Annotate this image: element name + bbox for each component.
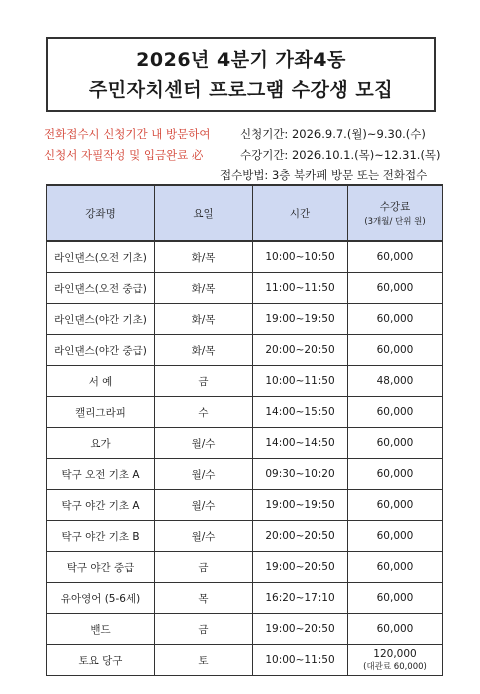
- header-time: 시간: [253, 185, 348, 241]
- cell-time: 14:00~14:50: [253, 428, 348, 459]
- table-row: [47, 552, 443, 583]
- cell-fee: [348, 366, 443, 397]
- cell-fee: [348, 614, 443, 645]
- cell-course: 탁구 오전 기초 A: [47, 459, 155, 490]
- cell-time: 10:00~11:50: [253, 366, 348, 397]
- cell-course: 요가: [47, 428, 155, 459]
- cell-day: 금: [155, 366, 253, 397]
- application-period: 신청기간: 2026.9.7.(월)~9.30.(수): [240, 127, 426, 141]
- table-row: [47, 583, 443, 614]
- cell-fee: [348, 552, 443, 583]
- cell-fee-value: 60,000: [376, 623, 414, 635]
- cell-fee-value: 60,000: [376, 437, 414, 449]
- cell-fee: [348, 397, 443, 428]
- table-row: [47, 490, 443, 521]
- cell-time: 10:00~10:50: [253, 241, 348, 273]
- cell-day: 목: [155, 583, 253, 614]
- cell-time: 20:00~20:50: [253, 521, 348, 552]
- cell-time: 10:00~11:50: [253, 645, 348, 676]
- cell-fee-value: 60,000: [376, 313, 414, 325]
- cell-day: 화/목: [155, 273, 253, 304]
- cell-fee-value: 60,000: [376, 282, 414, 294]
- cell-time: 09:30~10:20: [253, 459, 348, 490]
- cell-time: 19:00~20:50: [253, 552, 348, 583]
- table-row: [47, 335, 443, 366]
- header-fee-unit: (3개월/ 단위 원): [364, 217, 426, 227]
- cell-fee: [348, 645, 443, 676]
- cell-course: 탁구 야간 기초 B: [47, 521, 155, 552]
- cell-fee: [348, 428, 443, 459]
- header-fee: [348, 185, 443, 241]
- cell-fee-value: 60,000: [376, 592, 414, 604]
- cell-fee: [348, 304, 443, 335]
- cell-day: 월/수: [155, 459, 253, 490]
- cell-fee-value: 60,000: [376, 406, 414, 418]
- table-row: [47, 459, 443, 490]
- application-method: 접수방법: 3층 북카페 방문 또는 전화접수: [220, 168, 428, 182]
- cell-course: 탁구 야간 중급: [47, 552, 155, 583]
- header-fee-label: 수강료: [379, 201, 411, 213]
- cell-time: 14:00~15:50: [253, 397, 348, 428]
- cell-fee: [348, 273, 443, 304]
- cell-course: 서 예: [47, 366, 155, 397]
- cell-fee-value: 60,000: [376, 468, 414, 480]
- cell-day: 화/목: [155, 335, 253, 366]
- course-period: 수강기간: 2026.10.1.(목)~12.31.(목): [240, 148, 441, 162]
- cell-day: 화/목: [155, 241, 253, 273]
- cell-day: 월/수: [155, 490, 253, 521]
- cell-fee: [348, 583, 443, 614]
- note-form-and-payment: 신청서 자필작성 및 입금완료 必: [44, 148, 204, 162]
- cell-fee: [348, 335, 443, 366]
- cell-fee-value: 60,000: [376, 530, 414, 542]
- table-row: [47, 428, 443, 459]
- cell-fee: [348, 241, 443, 273]
- cell-fee-value: 60,000: [376, 561, 414, 573]
- cell-fee-value: 60,000: [376, 251, 414, 263]
- cell-course: 탁구 야간 기초 A: [47, 490, 155, 521]
- table-row: [47, 521, 443, 552]
- cell-day: 토: [155, 645, 253, 676]
- cell-course: 라인댄스(오전 기초): [47, 241, 155, 273]
- cell-time: 19:00~19:50: [253, 304, 348, 335]
- cell-fee-value: 60,000: [376, 344, 414, 356]
- title-box: [46, 37, 436, 112]
- cell-time: 19:00~19:50: [253, 490, 348, 521]
- cell-fee-value: 48,000: [376, 375, 414, 387]
- cell-course: 유아영어 (5-6세): [47, 583, 155, 614]
- cell-fee: [348, 490, 443, 521]
- cell-course: 토요 당구: [47, 645, 155, 676]
- cell-fee-value: 60,000: [376, 499, 414, 511]
- cell-time: 20:00~20:50: [253, 335, 348, 366]
- note-visit-during-period: 전화접수시 신청기간 내 방문하여: [44, 127, 211, 141]
- cell-time: 11:00~11:50: [253, 273, 348, 304]
- cell-course: 라인댄스(야간 중급): [47, 335, 155, 366]
- cell-day: 월/수: [155, 521, 253, 552]
- cell-fee-note: (대관료 60,000): [363, 662, 427, 672]
- table-row: [47, 366, 443, 397]
- table-row: [47, 273, 443, 304]
- header-course: 강좌명: [47, 185, 155, 241]
- cell-day: 금: [155, 614, 253, 645]
- table-row: [47, 304, 443, 335]
- cell-fee: [348, 521, 443, 552]
- cell-day: 수: [155, 397, 253, 428]
- cell-day: 화/목: [155, 304, 253, 335]
- cell-course: 캘리그라피: [47, 397, 155, 428]
- table-header-row: [47, 185, 443, 241]
- cell-course: 라인댄스(오전 중급): [47, 273, 155, 304]
- cell-day: 금: [155, 552, 253, 583]
- cell-day: 월/수: [155, 428, 253, 459]
- cell-fee: [348, 459, 443, 490]
- cell-fee-value: 120,000: [373, 648, 417, 660]
- title-line-1: 2026년 4분기 가좌4동: [136, 48, 346, 71]
- program-table: [46, 184, 443, 676]
- cell-time: 19:00~20:50: [253, 614, 348, 645]
- cell-course: 라인댄스(야간 기초): [47, 304, 155, 335]
- cell-course: 밴드: [47, 614, 155, 645]
- table-row: [47, 397, 443, 428]
- table-row: [47, 241, 443, 273]
- header-day: 요일: [155, 185, 253, 241]
- table-row: [47, 614, 443, 645]
- title-line-2: 주민자치센터 프로그램 수강생 모집: [88, 78, 394, 101]
- table-row: [47, 645, 443, 676]
- cell-time: 16:20~17:10: [253, 583, 348, 614]
